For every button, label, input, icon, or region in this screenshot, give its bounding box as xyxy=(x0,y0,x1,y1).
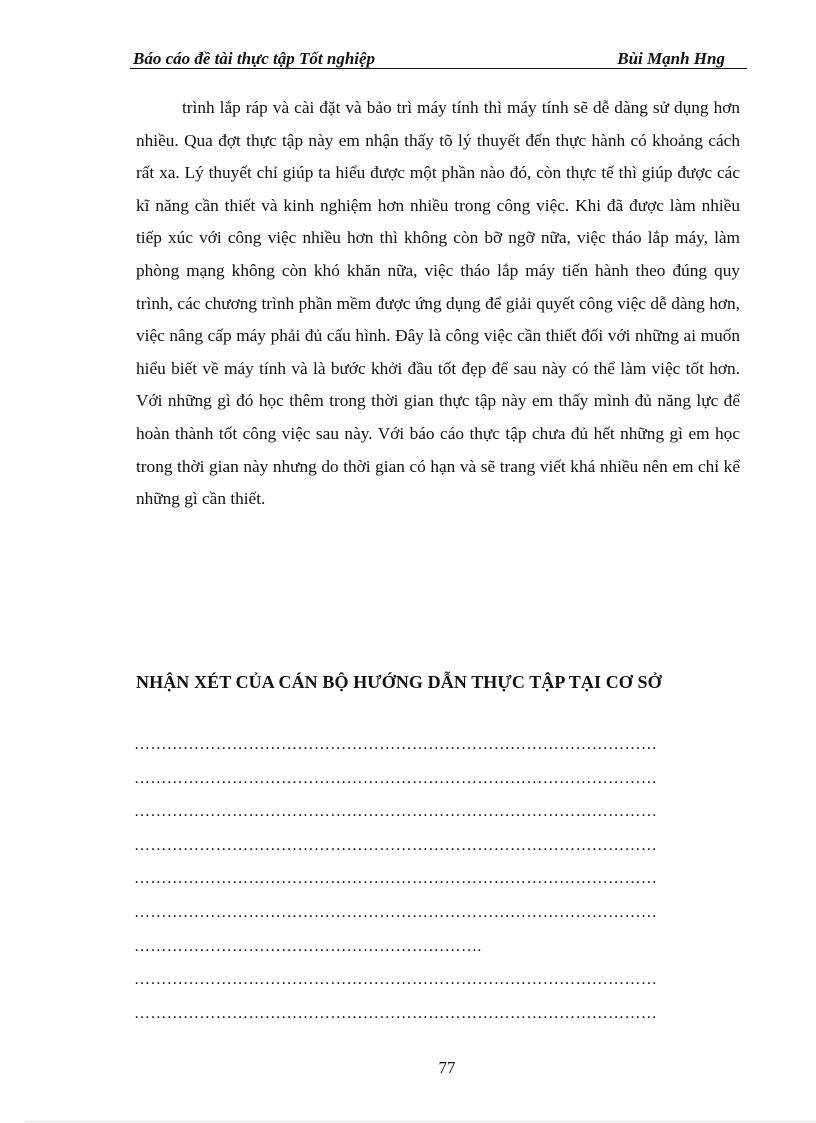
page-number: 77 xyxy=(438,1058,456,1077)
header-author-name: Bùi Mạnh Hng xyxy=(617,49,725,68)
dotted-line: …………………………………………………………………………………… xyxy=(134,736,658,753)
dotted-line: …………………………………………………………………………………… xyxy=(134,769,658,787)
dotted-line: …………………………………………………………………………………… xyxy=(134,971,658,989)
dotted-line: …………………………………………………………………………………… xyxy=(134,836,658,854)
dotted-line: …………………………………………………………………………………… xyxy=(134,1004,658,1022)
page-bottom-divider xyxy=(26,1121,816,1122)
section-title: NHẬN XÉT CỦA CÁN BỘ HƯỚNG DẪN THỰC TẬP TẠI CƠ SỞ xyxy=(136,672,662,692)
dotted-line: …………………………………………………………………………………… xyxy=(134,803,658,821)
page-header xyxy=(130,46,747,69)
body-paragraph: trình lắp ráp và cài đặt và bảo trì máy tính thì máy tính sẽ dễ dàng sử dụng hơn nhiều. Qua đợt thực tập này em nhận thấy tõ lý thuyết đến thực hành có khoảng cách rất xa. Lý thuyết chỉ giúp ta hiểu được một phần nào đó, còn thực tế thì giúp được các kĩ năng cần thiết và kinh nghiệm hơn nhiều trong công việc. Khi đã được làm nhiều tiếp xúc với công việc nhiều hơn thì không còn bỡ ngỡ nữa, việc tháo lắp máy, làm phòng mạng không còn khó khăn nữa, việc tháo lắp máy tiến hành theo đúng quy trình, các chương trình phần mềm được ứng dụng để giải quyết công việc dễ dàng hơn, việc nâng cấp máy phải đủ cấu hình. Đây là công việc cần thiết đối với những ai muốn hiểu biết về máy tính và là bước khởi đầu tốt đẹp để sau này có thể làm việc tốt hơn. Với những gì đó học thêm trong thời gian thực tập này em thấy mình đủ năng lực để hoàn thành tốt công việc sau này. Với báo cáo thực tập chưa đủ hết những gì em học trong thời gian này nhưng do thời gian có hạn và sẽ trang viết khá nhiều nên em chỉ kể những gì cần thiết. xyxy=(136,98,740,509)
header-report-title: Báo cáo đề tài thực tập Tốt nghiệp xyxy=(133,49,376,68)
dotted-line: …………………………………………………………………………………… xyxy=(134,870,658,888)
dotted-line: ………………………………………………………. xyxy=(134,937,482,955)
comment-dotted-lines xyxy=(134,728,746,1030)
dotted-line: …………………………………………………………………………………… xyxy=(134,903,658,921)
